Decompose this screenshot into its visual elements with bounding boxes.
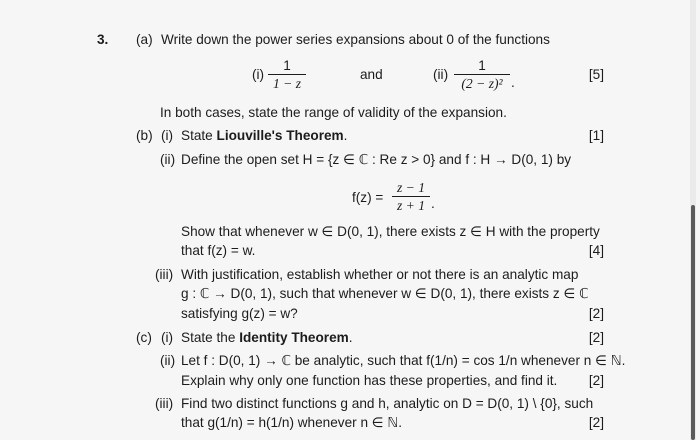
part-b-ii-marks: [4] bbox=[588, 243, 604, 258]
part-b-iii-label: (iii) bbox=[155, 267, 174, 282]
part-b-fraction bbox=[392, 180, 430, 213]
and-word: and bbox=[360, 67, 383, 82]
part-b-denominator: z + 1 bbox=[396, 198, 426, 213]
part-c-label: (c) bbox=[136, 330, 152, 345]
fn-ii-fraction bbox=[454, 58, 510, 91]
fraction-bar bbox=[392, 196, 430, 197]
part-b-i-marks: [1] bbox=[588, 128, 604, 143]
fn-i-denominator: 1 − z bbox=[272, 76, 302, 91]
part-b-ii-text: Define the open set H = {z ∈ ℂ : Re z > 0} and f : H → D(0, 1) by bbox=[181, 152, 572, 167]
part-c-iii-line1: Find two distinct functions g and h, analytic on D = D(0, 1) \ {0}, such bbox=[181, 396, 594, 411]
part-b-fz: f(z) = bbox=[352, 190, 384, 205]
part-b-ii-punct: . bbox=[431, 196, 435, 211]
part-b-i-text bbox=[181, 128, 347, 144]
part-b-iii-line1: With justification, establish whether or not there is an analytic map bbox=[181, 267, 579, 282]
part-b-i-label: (i) bbox=[161, 128, 174, 143]
part-b-numerator: z − 1 bbox=[396, 180, 426, 195]
part-c-ii-line1: Let f : D(0, 1) → ℂ be analytic, such that f(1/n) = cos 1/n whenever n ∈ ℕ. bbox=[181, 353, 626, 368]
fn-i-fraction bbox=[268, 58, 306, 91]
part-a-intro: Write down the power series expansions about 0 of the functions bbox=[161, 32, 550, 47]
part-b-ii-label: (ii) bbox=[160, 152, 176, 167]
part-b-iii-line2: g : ℂ → D(0, 1), such that whenever w ∈ D(0, 1), there exists z ∈ ℂ bbox=[181, 286, 589, 301]
question-number: 3. bbox=[97, 32, 109, 47]
part-c-i-marks: [2] bbox=[588, 330, 604, 345]
fraction-bar bbox=[454, 74, 510, 75]
part-b-iii-line3: satisfying g(z) = w? bbox=[181, 306, 298, 321]
part-a-range-text: In both cases, state the range of validity of the expansion. bbox=[160, 105, 507, 120]
part-c-i-label: (i) bbox=[161, 330, 174, 345]
part-b-iii-marks: [2] bbox=[588, 306, 604, 321]
fn-i-label: (i) bbox=[252, 67, 265, 82]
part-b-i-prefix: State bbox=[181, 128, 213, 143]
part-c-iii-line2: that g(1/n) = h(1/n) whenever n ∈ ℕ. bbox=[181, 415, 403, 430]
part-c-iii-marks: [2] bbox=[588, 415, 604, 430]
fn-ii-numerator: 1 bbox=[478, 58, 486, 73]
part-a-label: (a) bbox=[136, 32, 153, 47]
part-b-ii-show-line2: that f(z) = w. bbox=[181, 243, 256, 258]
liouville-theorem-term: Liouville's Theorem bbox=[216, 128, 344, 143]
part-c-i-suffix: . bbox=[348, 330, 353, 345]
identity-theorem-term: Identity Theorem bbox=[239, 330, 349, 345]
part-c-iii-label: (iii) bbox=[155, 396, 174, 411]
fraction-bar bbox=[268, 74, 306, 75]
part-c-ii-label: (ii) bbox=[160, 353, 176, 368]
fn-ii-denominator: (2 − z)² bbox=[461, 76, 503, 91]
part-b-ii-show-line1: Show that whenever w ∈ D(0, 1), there exists z ∈ H with the property bbox=[181, 224, 600, 239]
part-c-ii-marks: [2] bbox=[588, 373, 604, 388]
part-c-i-prefix: State the bbox=[181, 330, 236, 345]
part-a-marks: [5] bbox=[588, 67, 604, 82]
part-b-label: (b) bbox=[136, 128, 153, 143]
part-c-ii-line2: Explain why only one function has these properties, and find it. bbox=[181, 373, 558, 388]
part-c-i-text bbox=[181, 330, 353, 346]
fn-ii-label: (ii) bbox=[433, 67, 449, 82]
part-b-i-suffix: . bbox=[343, 128, 348, 143]
scrollbar-thumb[interactable] bbox=[691, 205, 695, 440]
fn-i-numerator: 1 bbox=[283, 58, 291, 73]
fn-ii-punct: . bbox=[511, 75, 515, 90]
